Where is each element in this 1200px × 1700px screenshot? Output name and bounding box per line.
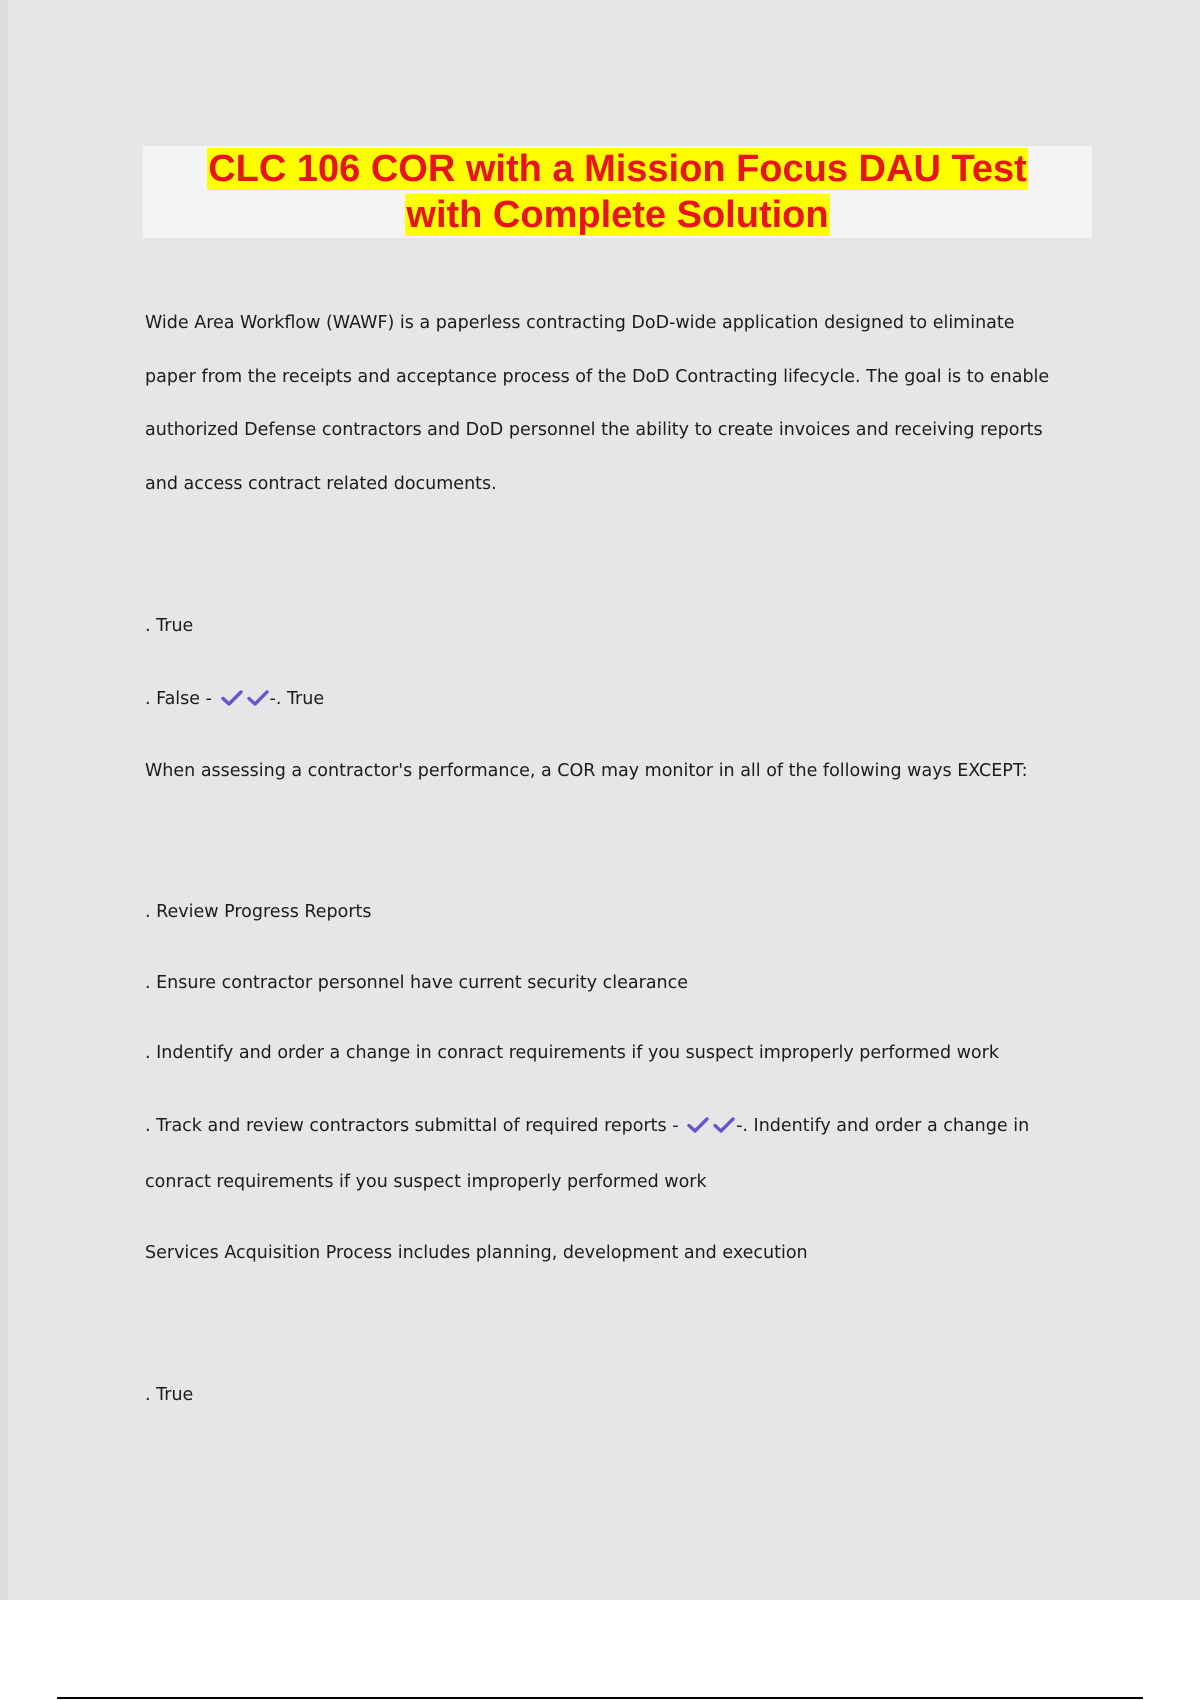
q2-answer-continued: conract requirements if you suspect improperly performed work [145, 1172, 707, 1192]
q1-answer: -. True [269, 689, 325, 709]
q2-option-3: . Indentify and order a change in conract requirements if you suspect improperly performed work [145, 1043, 999, 1063]
paragraph-line: and access contract related documents. [145, 474, 497, 494]
check-icon [220, 689, 244, 707]
title-line-2 [143, 192, 1092, 238]
q1-option-false: . False - [145, 689, 218, 709]
check-icon [686, 1116, 710, 1134]
q2-option-4-answer [145, 1114, 1029, 1138]
page-edge [0, 0, 8, 1600]
document-title [143, 146, 1092, 238]
question-2: When assessing a contractor's performance, a COR may monitor in all of the following ways EXCEPT: [145, 761, 1028, 781]
paragraph-line: authorized Defense contractors and DoD personnel the ability to create invoices and receiving reports [145, 420, 1043, 440]
q2-option-2: . Ensure contractor personnel have current security clearance [145, 973, 689, 993]
footer-rule [57, 1697, 1143, 1699]
question-3: Services Acquisition Process includes planning, development and execution [145, 1243, 808, 1263]
check-icon [246, 689, 270, 707]
title-text-2: with Complete Solution [406, 194, 829, 236]
q2-answer: -. Indentify and order a change in [736, 1116, 1030, 1136]
q1-option-false-answer [145, 687, 324, 711]
title-text-1: CLC 106 COR with a Mission Focus DAU Test [208, 148, 1027, 190]
paragraph-line: Wide Area Workflow (WAWF) is a paperless contracting DoD-wide application designed to eliminate [145, 313, 1015, 333]
q3-option-true: . True [145, 1385, 194, 1405]
q1-option-true: . True [145, 616, 194, 636]
title-line-1 [143, 146, 1092, 192]
check-icon [712, 1116, 736, 1134]
q2-option-1: . Review Progress Reports [145, 902, 372, 922]
q2-option-4: . Track and review contractors submittal of required reports - [145, 1116, 685, 1136]
paragraph-line: paper from the receipts and acceptance process of the DoD Contracting lifecycle. The goal is to enable [145, 367, 1050, 387]
